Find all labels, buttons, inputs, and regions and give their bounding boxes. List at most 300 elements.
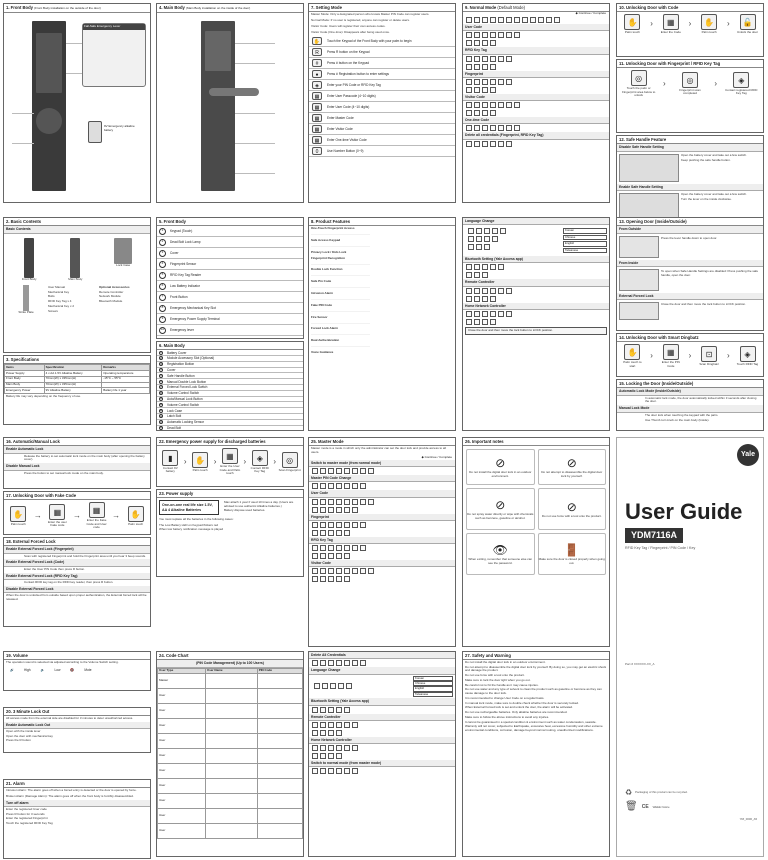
table-row: Master	[158, 674, 303, 689]
section-subtitle: (Main Body installation on the inside of the door)	[186, 6, 251, 10]
parts-row: 9 Auto/Manual Lock Button	[157, 397, 303, 403]
key-sequence	[465, 243, 563, 251]
section-title: 26. Important notes	[463, 438, 609, 446]
content-item-label: Strike Plate	[18, 310, 34, 315]
door-closed-icon: 🚪	[564, 543, 580, 557]
section-front-body-parts	[156, 217, 304, 339]
keypad-icon: ▦	[89, 502, 105, 518]
cover-panel	[616, 437, 764, 857]
fingerprint-sensor-illustration	[36, 108, 62, 134]
step-caption: Enter the user Fake code	[47, 519, 67, 528]
legend-row	[309, 47, 455, 58]
key-sequence	[309, 482, 455, 490]
scan-icon: ⊡	[701, 346, 717, 362]
list-item: Enter the registered Fingerprint	[6, 816, 48, 821]
section-setting-mode	[308, 3, 456, 203]
key-sequence	[463, 287, 609, 295]
step-caption: Touch the palm or Fingerprint area below to unlock	[622, 86, 656, 97]
keypad-icon: ▦	[312, 125, 322, 133]
note-card	[538, 533, 607, 575]
list-item: Press R button for 3 seconds	[6, 811, 45, 816]
section-title: 12. Safe Handle Feature	[617, 136, 763, 144]
arrow-icon: →	[112, 510, 121, 520]
no-outdoor-icon: ⊘	[495, 456, 506, 470]
keypad-illustration	[36, 33, 62, 93]
accessory-item: User Manual	[48, 284, 66, 289]
instruction-text: Intrusion Alarm: The alarm goes off when a forced entry is detected or the door is opened by force.	[6, 788, 137, 793]
feature-name: Fingerprint Recognition	[311, 255, 345, 260]
parts-row: 11 Lock Case	[157, 408, 303, 414]
parts-row: 7 Front Button	[157, 292, 303, 303]
battery-note: 9V Emergency alkaline battery	[104, 123, 135, 132]
note-card	[466, 449, 535, 485]
step-caption: Enter the PIN Code	[661, 360, 680, 368]
list-item: It cannot be guaranteed in a special condition & environment such as water condensation, seaside.	[465, 719, 597, 724]
handle-diagram	[619, 302, 659, 320]
lock-case-item-icon	[114, 238, 132, 264]
group-heading: Home Network Controller	[463, 303, 609, 310]
instruction-text: When the door is unlocked from outside based upon proper authentication, the External forced lock will be released.	[6, 592, 147, 601]
fingerprint-icon: ◎	[682, 72, 698, 88]
part-label: Safe Handle Button	[167, 373, 195, 378]
rfid-tag-icon: ◈	[252, 450, 268, 466]
list-item: Enter the registered User code	[6, 806, 47, 811]
group-heading: Bluetooth Setting (Yale Access app)	[463, 256, 609, 263]
step-caption: Scan Dingbatz	[699, 361, 719, 366]
model-badge: YDM7116A	[625, 528, 683, 543]
key-sequence	[463, 55, 609, 63]
parts-row: 8 Emergency Mechanical Key Slot	[157, 303, 303, 314]
subheading: Disable Safe Handle Setting	[617, 144, 763, 151]
key-sequence	[309, 721, 455, 729]
subheading: Disable Manual Lock	[4, 463, 150, 470]
main-body-item-icon	[70, 238, 80, 278]
section-locking-door	[616, 379, 764, 431]
key-sequence	[309, 706, 455, 714]
ce-mark: CE	[641, 804, 649, 811]
group-heading: Master PIN Code Change	[309, 475, 455, 482]
key-sequence	[463, 295, 609, 303]
handle-diagram	[619, 236, 659, 258]
table-row: User	[158, 764, 303, 779]
section-title: 17. Unlocking Door with Fake Code	[4, 492, 150, 500]
section-title: 22. Emergency power supply for discharged batteries	[157, 438, 303, 446]
subheading: Enable Automatic Lock	[4, 446, 150, 453]
section-title: 20. 3 Minute Lock Out	[4, 708, 150, 716]
accessory-item: Mechanical Key	[48, 289, 70, 294]
volume-high-icon: 🔊	[10, 668, 14, 673]
section-subtitle: (Default Mode)	[497, 5, 526, 10]
legend-label: Press R button on the Keypad	[327, 49, 370, 54]
instruction-text: Master Mode: Only a designated person who knows Master PIN Code can register users.	[311, 12, 430, 17]
fail-safe-detail	[82, 23, 146, 87]
parts-row: 2 Dead Bolt Lock Lamp	[157, 237, 303, 248]
language-option: Chinese	[413, 681, 453, 686]
note-text: Do not spray water directly or wipe with chemicals such as benzene, gasoline or alcohol.	[467, 512, 534, 520]
instruction-text: Press the button to set manual lock mode on the main body.	[24, 470, 104, 475]
weee-notice: WEEE Notice	[652, 804, 670, 809]
legend-continue: Continue / Complete	[578, 11, 606, 16]
key-sequence	[465, 227, 563, 235]
part-label: Auto/Manual Lock Button	[167, 397, 203, 402]
list-item: Make sure to follow the above instructions to avoid any injuries.	[465, 714, 550, 719]
r-button-icon: R	[312, 48, 322, 56]
note-text: Do not install the digital door lock in an outdoor environment.	[469, 470, 532, 478]
list-item: Do not use water and any type of solvent to clean the product such as gasoline or benzene as they can cause damage to the door lock.	[465, 687, 602, 695]
subheading: Enable External Forced Lock (RFID Key Tag)	[4, 573, 150, 580]
parts-row: 5 Safe Handle Button	[157, 373, 303, 379]
fail-safe-badge: Fail-Safe Emergency Lever	[83, 24, 145, 30]
volume-mute-icon: 🔇	[70, 668, 75, 673]
volume-level: High	[23, 668, 31, 673]
section-important-notes	[462, 437, 610, 647]
arrow-icon: ›	[650, 19, 653, 29]
group-heading: Fingerprint	[463, 71, 609, 78]
legend-label: Enter User Passcode (4~10 digits)	[327, 93, 376, 98]
group-heading: Bluetooth Setting (Yale Access app)	[309, 698, 455, 705]
list-item: The Low Battery LED on Keypad flickers red	[159, 522, 219, 527]
rfid-tag-icon: ◈	[740, 346, 756, 362]
legend-label: Press # button on the Keypad	[327, 60, 369, 65]
content-item-label: Main Body	[68, 276, 83, 281]
legend-row	[309, 91, 455, 102]
instruction-text: Close the door and then move the lock button to LOCK position.	[661, 302, 746, 306]
recycle-icon: ♻	[625, 788, 633, 797]
legend-row	[309, 69, 455, 80]
subheading: Disable External Forced Lock	[4, 586, 150, 593]
parts-row: 1 Keypad (Touch)	[157, 226, 303, 237]
note-text: When exiting, remember that someone else can see the password.	[468, 557, 533, 565]
list-item: Max attach 1 year if used 10 times a day. (Users are advised to use authentic Alkaline batteries.)	[224, 499, 294, 508]
instruction-text: Enter the User PIN Code then press R button.	[24, 566, 86, 571]
step-caption: Contact RFID Key Tag	[250, 465, 269, 474]
part-label: Volume Control Switch	[167, 391, 200, 396]
instruction-text: Release the battery to set automatic lock mode on the main body (after opening the battery cover).	[24, 453, 145, 462]
parts-row: 4 Cover	[157, 368, 303, 374]
battery-icon: ▮	[162, 450, 178, 466]
feature-name: Privacy Lock / Kids Lock	[311, 249, 347, 254]
palm-touch-icon: ✋	[313, 38, 321, 45]
subheading: Enable Safe Handle Setting	[617, 184, 763, 191]
key-sequence	[309, 729, 455, 737]
hash-button-icon: #	[312, 59, 322, 67]
section-subheading: Basic Contents	[4, 226, 150, 233]
step-caption: Scan Fingerprint	[278, 467, 301, 472]
list-item: Make sure to lock the door tight when you go out.	[465, 677, 531, 682]
table-row: User	[158, 794, 303, 809]
legend-label: Enter User Code (4~10 digits)	[327, 104, 370, 109]
group-heading: Fingerprint	[309, 514, 455, 521]
step-caption: Palm touch to start	[623, 360, 642, 368]
key-sequence	[309, 752, 455, 760]
no-disassemble-icon: ⊘	[566, 456, 577, 470]
section-title: 6. Main Body	[157, 342, 303, 350]
arrow-icon: ›	[714, 78, 717, 88]
instruction-text: Open the battery cover and take out a few switch.	[681, 153, 747, 157]
key-sequence	[309, 744, 455, 752]
legend-label: Enter your PIN Code or RFID Key Tag	[327, 82, 381, 87]
feature-name: One-Touch Fingerprint Access	[311, 226, 355, 231]
section-title: 25. Master Mode	[309, 438, 455, 446]
parts-row: 14 Dead Bolt	[157, 426, 303, 431]
battery-9v-icon	[88, 121, 102, 143]
group-heading: Delete All Credentials	[309, 652, 455, 659]
step-caption: Palm touch	[128, 521, 144, 526]
table-row: User	[158, 824, 303, 839]
group-heading: Remote Controller	[309, 714, 455, 721]
note-card	[466, 533, 535, 575]
strike-plate-item-icon	[23, 285, 29, 311]
group-heading: Language Change	[309, 667, 455, 674]
note-card	[538, 449, 607, 485]
section-external-forced-lock	[3, 537, 151, 627]
section-title: 13. Opening Door (Inside/Outside)	[617, 218, 763, 226]
section-safety-warning	[462, 651, 610, 857]
table-row: Power Supply 4 x AA 1.5V Alkaline Battery Operating temperature	[5, 371, 150, 377]
part-label: Front Button	[170, 295, 188, 300]
section-unlock-code	[616, 3, 764, 57]
feature-name: Forced Lock Alarm	[311, 326, 339, 331]
fingerprint-icon: ◎	[631, 70, 647, 86]
subheading: From Outside	[617, 226, 763, 233]
subheading: Enable Automatic Lock Out	[4, 722, 150, 729]
subheading: From Inside	[617, 260, 763, 267]
yale-logo: Yale	[737, 444, 759, 466]
part-label: Automatic Locking Sensor	[167, 420, 205, 425]
language-option: Taiwanese	[413, 692, 453, 697]
section-auto-manual-lock	[3, 437, 151, 489]
parts-row: 6 Low Battery Indicator	[157, 281, 303, 292]
section-specifications	[3, 355, 151, 425]
arrow-icon: ›	[213, 456, 217, 466]
section-front-body	[3, 3, 151, 203]
keypad-icon: ▦	[663, 14, 679, 30]
instruction-text: Master mode is a mode in which only the administrator can set the door lock and provide access to all users.	[311, 446, 446, 455]
volume-level: Low	[54, 668, 61, 673]
key-sequence	[463, 124, 609, 132]
group-heading: Remote Controller	[463, 279, 609, 286]
group-heading: Home Network Controller	[309, 737, 455, 744]
guide-subtitle: RFID Key Tag / Fingerprint / PIN Code / Key	[625, 546, 696, 550]
list-item: Open with the inside lever	[6, 728, 41, 733]
list-item: It is recommended to change User Code on a regular basis.	[465, 695, 545, 700]
part-label: Battery Cover	[167, 350, 187, 355]
arrow-icon: ›	[183, 456, 187, 466]
privacy-icon: 👁	[492, 543, 508, 557]
legend-label: Enter Master Code	[327, 115, 354, 120]
instruction-text: Visitor Code (One-time): Disappears after being used once.	[311, 29, 390, 34]
part-label: Fingerprint Sensor	[170, 262, 197, 267]
section-title: 21. Alarm	[4, 780, 150, 788]
parts-row: 6 Manual Double Lock Button	[157, 379, 303, 385]
front-body-item-icon	[24, 238, 34, 278]
instruction-text: All access mode from the external side are disabled for 3 minutes to deter unauthorized access.	[6, 716, 134, 721]
parts-row: 3 Registration Button	[157, 362, 303, 368]
list-item: Open the door with mechanical key	[6, 733, 53, 738]
instruction-text: The operation sound is selected via adjusted according to the Volume Switch setting.	[6, 660, 119, 665]
subheading: Enable External Forced Lock (Fingerprint)	[4, 546, 150, 553]
section-volume	[3, 651, 151, 691]
parts-row: 1 Battery Cover	[157, 350, 303, 356]
arrow-icon: →	[72, 510, 81, 520]
content-item-label: Front Body	[21, 276, 37, 281]
note-card	[538, 488, 607, 530]
group-heading: Visitor Code	[309, 560, 455, 567]
parts-row: 5 RFID Key Tag Reader	[157, 270, 303, 281]
step-caption: Palm touch	[624, 30, 640, 35]
group-heading: User Code	[309, 490, 455, 497]
key-sequence	[309, 467, 455, 475]
optional-accessories-title: Optional Accessories	[99, 284, 130, 289]
registration-button-icon: ●	[312, 70, 322, 78]
legend-label: Enter One-time Visitor Code	[327, 137, 367, 142]
key-sequence	[309, 498, 455, 506]
accessory-item: Mechanical Key x 2	[48, 303, 75, 308]
feature-name: Dual Authentication	[311, 338, 340, 343]
step-caption: Palm touch	[10, 521, 26, 526]
volume-level: Mute	[84, 668, 92, 673]
instruction-text: Press the lever handle down to open door.	[661, 235, 718, 240]
table-row: User	[158, 734, 303, 749]
key-sequence	[463, 140, 609, 148]
subheading: Automatic Lock Mode (Inside/Outside)	[617, 388, 763, 395]
instruction-text: Broken Alarm (Damage Alarm): The alarm goes off when the front body is forcibly disassembled.	[6, 794, 134, 799]
feature-name: Intrusion Alarm	[311, 291, 334, 296]
parts-row: 3 Cover	[157, 248, 303, 259]
part-label: Keypad (Touch)	[170, 229, 193, 234]
keypad-icon: ▦	[222, 448, 238, 464]
code-chart-table	[157, 668, 303, 840]
palm-touch-icon: ✋	[624, 14, 640, 30]
list-item: Do not install the digital door lock in an outdoor environment.	[465, 659, 546, 664]
parts-row: 10 Volume Control Switch	[157, 402, 303, 408]
key-sequence	[463, 271, 609, 279]
group-heading: User Code	[463, 24, 609, 31]
part-label: Registration Button	[167, 362, 195, 367]
parts-row: 7 External Forced Lock Switch	[157, 385, 303, 391]
subheading: External Forced Lock	[617, 293, 763, 300]
list-item: When low battery notification message is played	[159, 527, 224, 532]
section-code-chart	[156, 651, 304, 857]
list-item: Be careful not to hit the handle as it may cause injuries.	[465, 682, 539, 687]
language-option: English	[563, 241, 607, 246]
key-sequence	[463, 78, 609, 86]
step-caption: Unlock the door	[736, 30, 758, 35]
list-item: Touch the registered RFID Key Tag	[6, 821, 53, 826]
key-sequence	[309, 659, 455, 667]
section-title: 8. Product Features	[309, 218, 455, 226]
section-unlock-fingerprint	[616, 59, 764, 133]
key-sequence	[463, 16, 609, 24]
section-basic-contents	[3, 217, 151, 353]
note-text: Make sure the door is closed properly when going out.	[538, 557, 605, 565]
key-sequence	[309, 529, 455, 537]
section-title: 2. Basic Contents	[4, 218, 150, 226]
key-sequence	[463, 263, 609, 271]
group-heading: Visitor Code	[463, 94, 609, 101]
keypad-icon: ▦	[312, 92, 322, 100]
group-heading: RFID Key Tag	[309, 537, 455, 544]
accessory-item: RFID Key Tag x 4	[48, 299, 72, 303]
step-caption: Palm touch	[192, 467, 208, 472]
optional-item: Remote Controller	[99, 289, 124, 294]
key-sequence	[463, 318, 609, 326]
key-sequence	[311, 676, 413, 698]
part-number: Part # XXXXXX-XX_A	[625, 662, 655, 666]
step-caption: Palm touch	[701, 30, 717, 35]
palm-touch-icon: ✋	[192, 452, 208, 468]
part-label: External Forced Lock Switch	[167, 385, 208, 390]
part-label: Manual Double Lock Button	[167, 379, 207, 384]
section-product-features: 8. Product Features One-Touch Fingerprint Access ··························································· Safe Access Keypad ··························································· Privacy Lock / Kids Lock Fingerprint Recognition ··························································· Double Lock Function ··························································· Safe Pin Code ··························································· Intrusion Alarm ··························································· Fake PIN Code ··························································· Fire Sensor ··························································· Forced Lock Alarm ··························································· Dual Authentication ··························································· Voice Guidance	[308, 217, 456, 431]
step-caption: Enter the Fake Code and User code	[86, 518, 107, 529]
legend-label: Use Number Button (0~9)	[327, 148, 364, 153]
parts-row: 12 Latch Bolt	[157, 414, 303, 420]
table-row: Front Body 70mm(W) x 335mm(H) -15°C ~ 55°C	[5, 376, 150, 382]
table-row: User	[158, 779, 303, 794]
arrow-icon: ›	[662, 78, 666, 88]
feature-name: Fake PIN Code	[311, 302, 333, 307]
list-item: Do not use rechargeable batteries. Only alkaline batteries are recommended.	[465, 710, 568, 714]
section-title: 10. Unlocking Door with Code	[617, 4, 763, 12]
feature-name: Voice Guidance	[311, 349, 334, 354]
legend-row	[309, 80, 455, 91]
part-label: Cover	[167, 368, 176, 373]
step-caption: Fingerprint scan completed	[679, 87, 701, 96]
part-label: Cover	[170, 251, 179, 256]
part-label: Volume Control Switch	[167, 402, 200, 407]
part-label: Emergency lever	[170, 328, 194, 333]
key-sequence	[309, 552, 455, 560]
step-caption: Enter the Code	[660, 30, 681, 35]
section-title: 27. Safety and Warning	[463, 652, 609, 660]
key-sequence	[309, 544, 455, 552]
instruction-text: You must replace all the batteries in the following cases:	[159, 517, 234, 522]
section-title: 5. Front Body	[157, 218, 303, 226]
table-row: Main Body 70mm(W) x 335mm(H)	[5, 382, 150, 388]
parts-row: 2 Module Accessory Slot (Optional)	[157, 356, 303, 362]
section-title: 11. Unlocking Door with Fingerprint / RFID Key Tag	[617, 60, 763, 68]
keypad-icon: ▦	[312, 114, 322, 122]
fingerprint-icon: ◎	[282, 452, 298, 468]
key-sequence	[463, 310, 609, 318]
feature-name: Double Lock Function	[311, 267, 343, 272]
legend-label: Touch the Keypad of the Front Body with your palm to begin	[327, 38, 412, 43]
section-title: 15. Locking the Door (Inside/Outside)	[617, 380, 763, 388]
parts-row: 9 Emergency Power Supply Terminal	[157, 314, 303, 325]
parts-row: 10 Emergency lever	[157, 325, 303, 336]
section-normal-mode: 9. Normal Mode (Default Mode) ◆ Continue / Complete User Code RFID Key Tag Fingerprint Visitor Code One-time Code Delete all credentials (Fingerprint, RFID Key Tag)	[462, 3, 610, 203]
rfid-tag-icon: ◈	[733, 72, 749, 88]
part-label: Latch Bolt	[167, 414, 182, 419]
instruction-text: Scan with registered Fingerprint and hold the Fingerprint area until you hear 3 beep sounds.	[24, 553, 146, 558]
section-lockout	[3, 707, 151, 753]
part-label: Emergency Mechanical Key Slot	[170, 306, 216, 311]
weee-bin-icon: 🗑	[625, 801, 638, 812]
list-item: In manual lock mode, make sure to double check whether the door is securely locked.	[465, 700, 579, 705]
feature-name: Safe Access Keypad	[311, 238, 341, 243]
step-caption: Touch RFID Tag	[736, 361, 759, 366]
group-heading: RFID Key Tag	[463, 47, 609, 54]
section-title: 4. Main Body	[159, 5, 185, 10]
part-label: Low Battery Indicator	[170, 284, 200, 289]
key-sequence	[463, 101, 609, 109]
section-alarm	[3, 779, 151, 859]
step-caption: Contact registered RFID Key Tag	[725, 87, 758, 96]
part-label: RFID Key Tag Reader	[170, 273, 202, 278]
palm-touch-icon: ✋	[701, 14, 717, 30]
step-caption: Enter the User Code and Palm touch	[219, 464, 241, 475]
